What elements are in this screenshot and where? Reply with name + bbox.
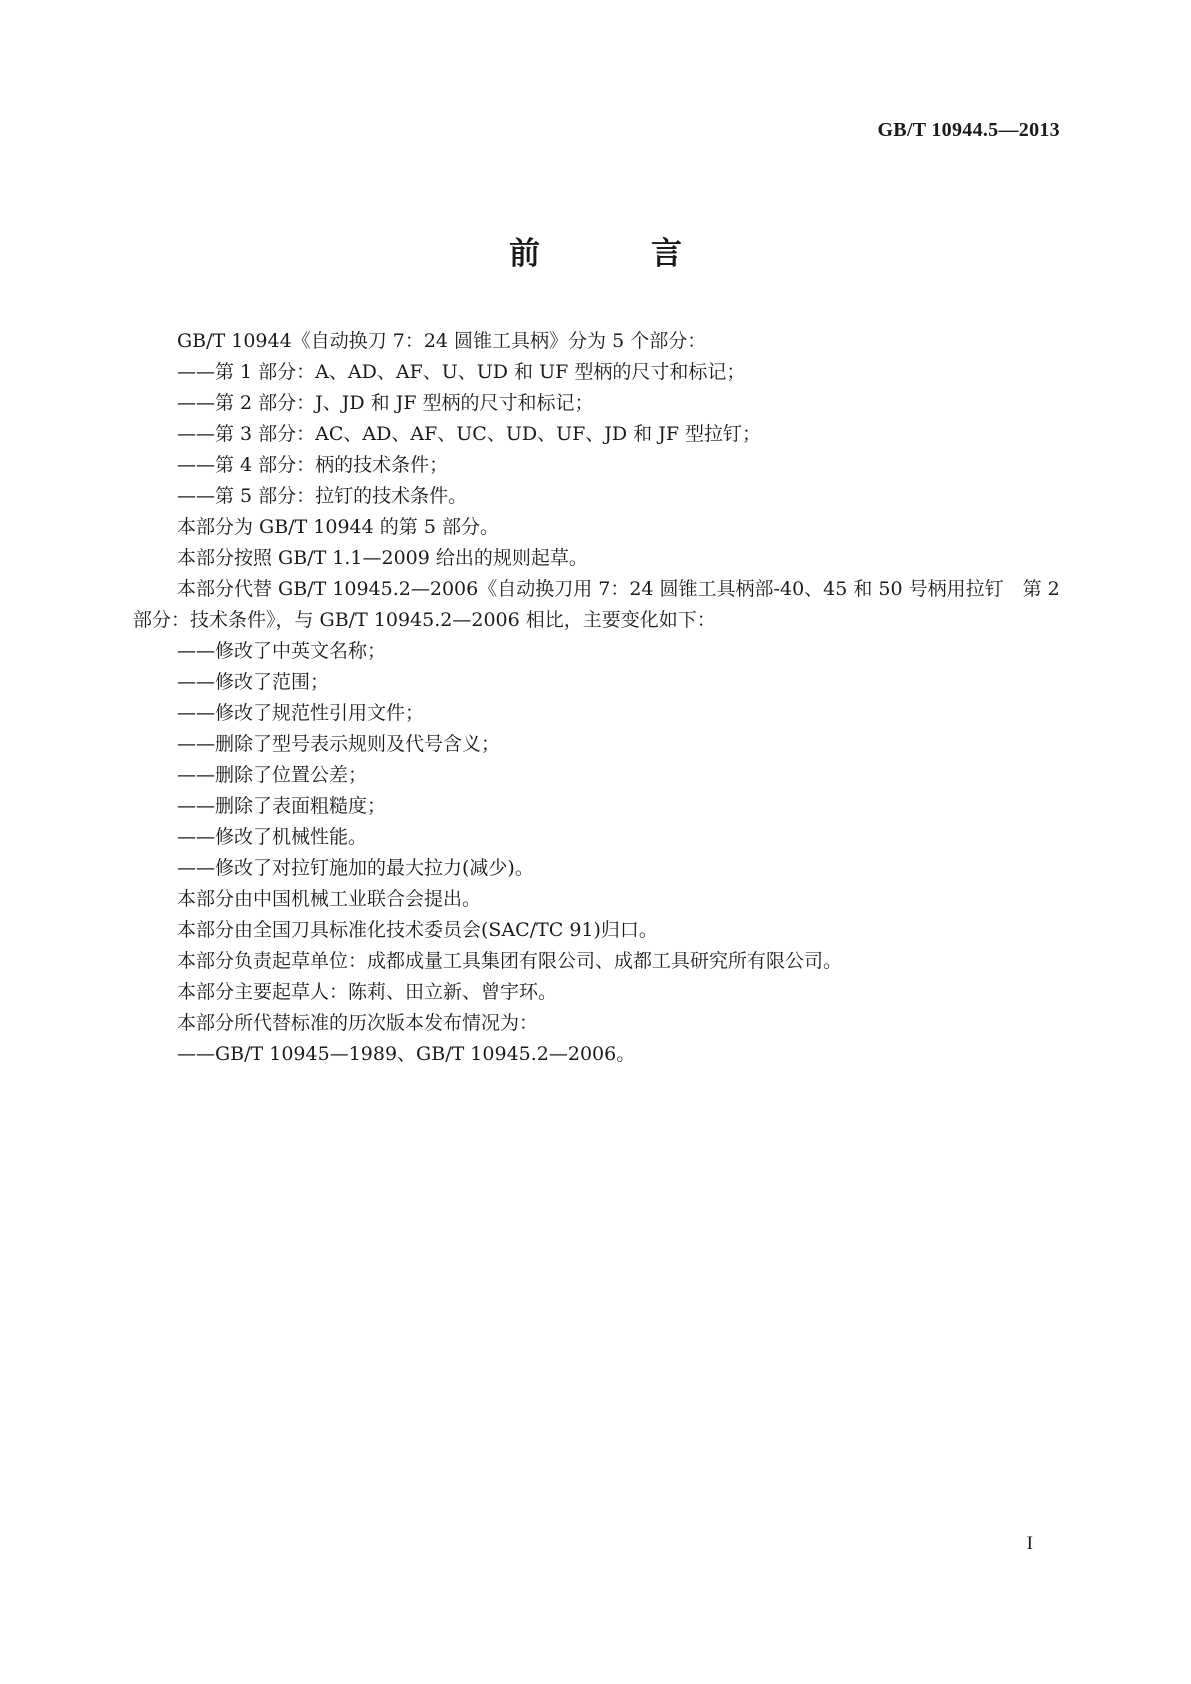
paragraph: 本部分所代替标准的历次版本发布情况为：: [177, 1012, 539, 1034]
list-item: ——第 2 部分：J、JD 和 JF 型柄的尺寸和标记；: [177, 392, 594, 414]
paragraph: 本部分代替 GB/T 10945.2—2006《自动换刀用 7：24 圆锥工具柄部-40、45 和 50 号柄用拉钉 第 2 部分：技术条件》，与 GB/T 10945.2—2006 相比，主要变化如下：: [133, 578, 1060, 631]
paragraph: 本部分由全国刀具标准化技术委员会(SAC/TC 91)归口。: [177, 919, 658, 941]
list-item: ——删除了型号表示规则及代号含义；: [177, 733, 501, 755]
paragraph: 本部分由中国机械工业联合会提出。: [177, 888, 482, 910]
paragraph: 本部分为 GB/T 10944 的第 5 部分。: [177, 516, 499, 538]
list-item: ——修改了机械性能。: [177, 826, 368, 848]
list-item: ——修改了范围；: [177, 671, 330, 693]
list-item: ——GB/T 10945—1989、GB/T 10945.2—2006。: [177, 1043, 636, 1065]
list-item: ——第 1 部分：A、AD、AF、U、UD 和 UF 型柄的尺寸和标记；: [177, 361, 746, 383]
list-item: ——第 4 部分：柄的技术条件；: [177, 454, 449, 476]
list-item: ——删除了表面粗糙度；: [177, 795, 387, 817]
list-item: ——第 3 部分：AC、AD、AF、UC、UD、UF、JD 和 JF 型拉钉；: [177, 423, 762, 445]
paragraph: GB/T 10944《自动换刀 7：24 圆锥工具柄》分为 5 个部分：: [177, 330, 707, 352]
page-title: 前 言: [509, 236, 722, 272]
paragraph: 本部分负责起草单位：成都成量工具集团有限公司、成都工具研究所有限公司。: [177, 950, 843, 972]
paragraph: 本部分按照 GB/T 1.1—2009 给出的规则起草。: [177, 547, 588, 569]
list-item: ——修改了规范性引用文件；: [177, 702, 425, 724]
list-item: ——删除了位置公差；: [177, 764, 368, 786]
list-item: ——修改了中英文名称；: [177, 640, 387, 662]
paragraph: 本部分主要起草人：陈莉、田立新、曾宇环。: [177, 981, 558, 1003]
standard-code: GB/T 10944.5—2013: [877, 119, 1060, 141]
list-item: ——修改了对拉钉施加的最大拉力(减少)。: [177, 857, 534, 879]
page-number: I: [1026, 1533, 1033, 1554]
foreword-body: [133, 326, 1063, 1070]
list-item: ——第 5 部分：拉钉的技术条件。: [177, 485, 468, 507]
